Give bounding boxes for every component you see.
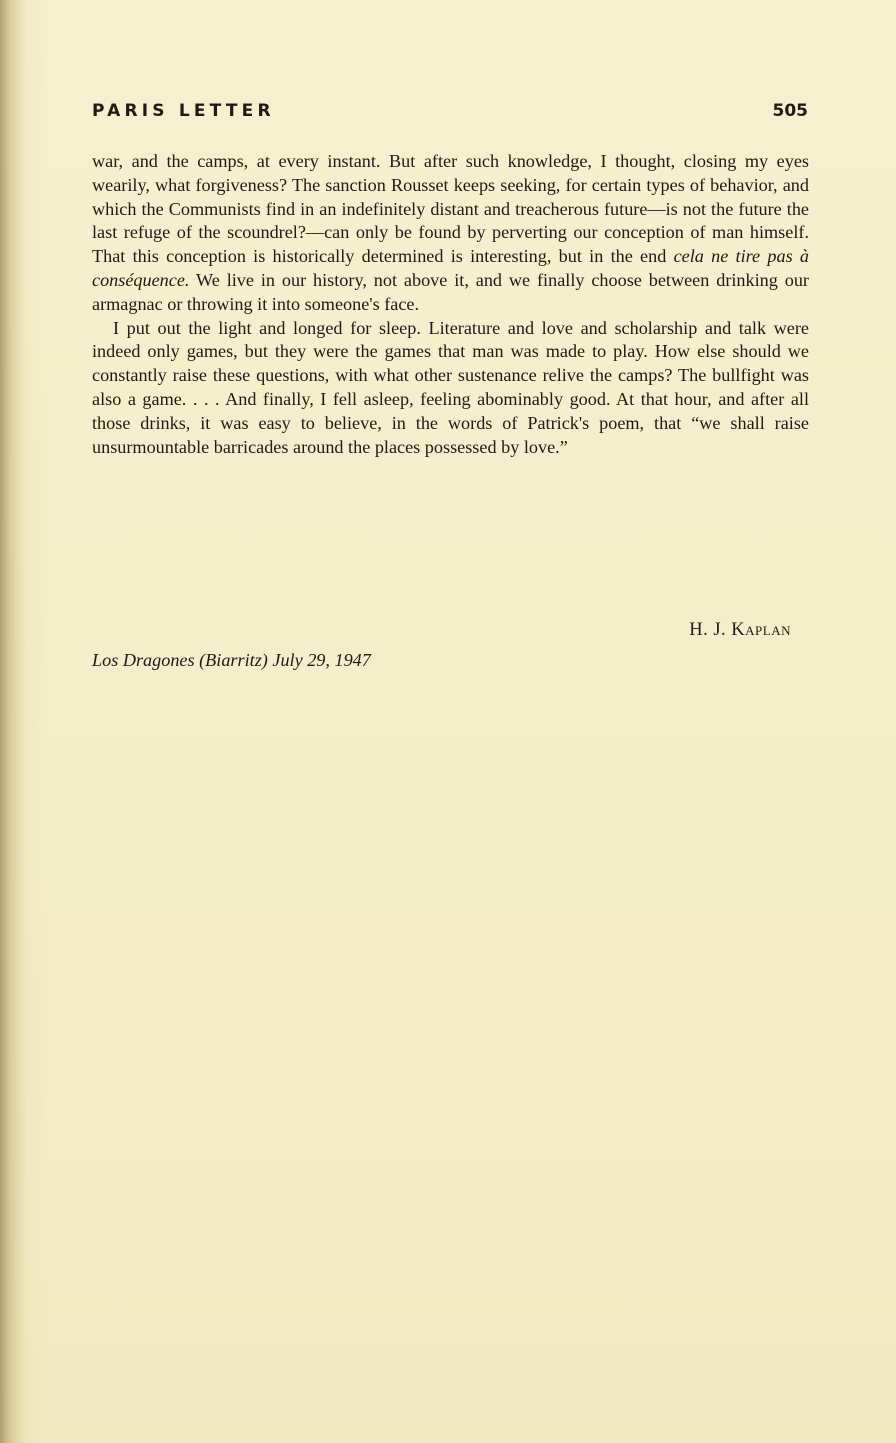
author-signature: H. J. Kaplan <box>689 620 791 640</box>
page-number: 505 <box>772 101 808 121</box>
italic-phrase: cela ne tire pas à conséquence. <box>92 246 810 290</box>
running-title: PARIS LETTER <box>92 101 275 121</box>
paragraph-text: war, and the camps, at every instant. But after such knowledge, I thought, closing my eyes wearily, what forgiveness? The sanction Rousset keeps seeking, for certain types of behavior, and which the Communists find in an indefinitely distant and treacherous future—is not the future the last refuge of the scoundrel?—can only be found by perverting our conception of man himself. That this conception is historically determined is interesting, but in the end <box>92 151 809 267</box>
paragraph: I put out the light and longed for sleep. Literature and love and scholarship and talk were indeed only games, but they were the games that man was made to play. How else should we constantly raise these questions, with what other sustenance relive the camps? The bullfight was also a game. . . . And finally, I fell asleep, feeling abominably good. At that hour, and after all those drinks, it was easy to believe, in the words of Patrick's poem, that “we shall raise unsurmountable barricades around the places possessed by love.” <box>92 317 809 457</box>
paragraph-text: We live in our history, not above it, and we finally choose between drinking our armagnac or throwing it into someone's face. <box>92 269 809 314</box>
paragraph-continued <box>92 150 809 317</box>
page-header <box>92 101 808 131</box>
dateline: Los Dragones (Biarritz) July 29, 1947 <box>92 650 371 670</box>
body-text <box>92 150 809 459</box>
